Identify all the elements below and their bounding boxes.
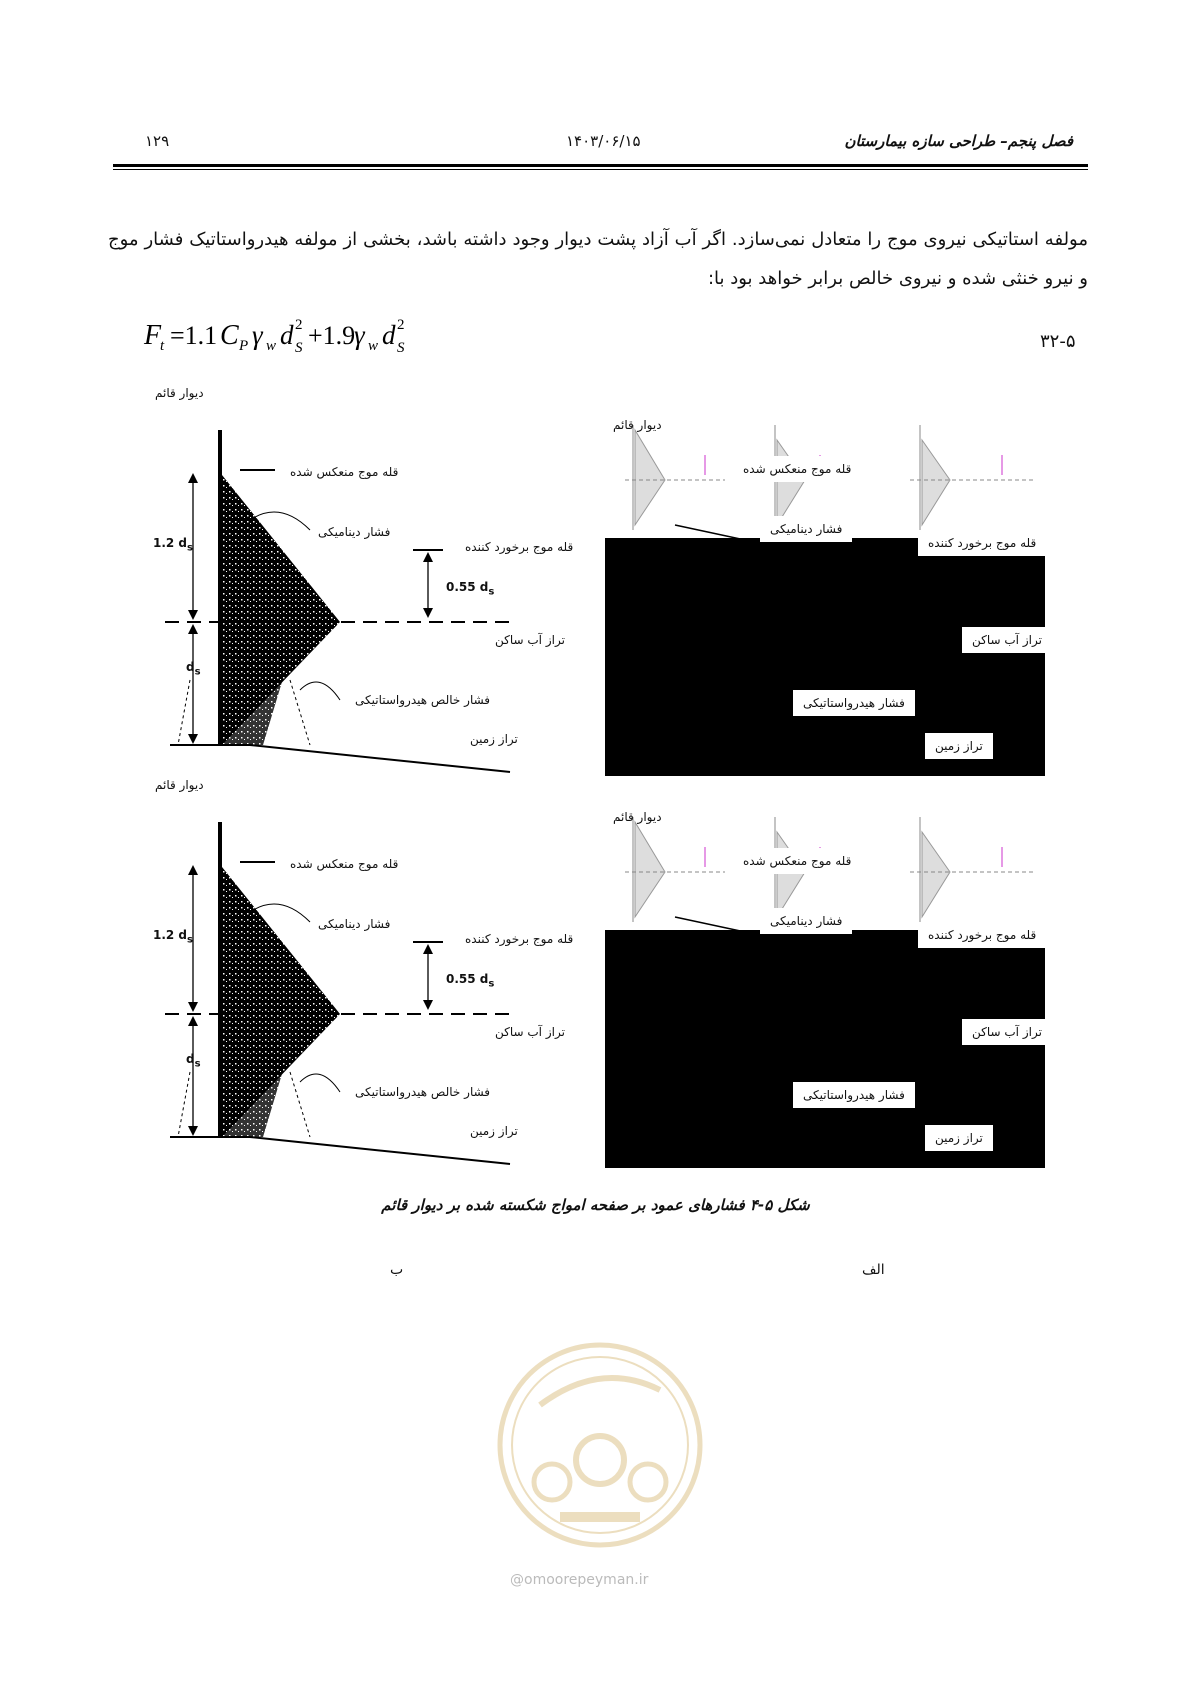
svg-text:w: w (368, 338, 379, 354)
label-ds-2: $d_s$ (186, 1052, 201, 1070)
label-ground: تراز زمین (470, 732, 518, 746)
svg-text:P: P (239, 338, 249, 354)
label-hydrostatic-right-2: فشار هیدرواستاتیکی (793, 1082, 915, 1108)
svg-text:+1.9: +1.9 (308, 321, 356, 350)
svg-text:S: S (295, 340, 303, 356)
svg-text:=1.1: =1.1 (170, 321, 218, 350)
label-vertical-wall-right: دیوار قائم (613, 418, 662, 432)
label-vertical-wall-right-2: دیوار قائم (613, 810, 662, 824)
label-h12-2: 1.2 $d_s$ (153, 928, 193, 946)
svg-text:F: F (144, 320, 162, 351)
label-reflected-crest: قله موج منعکس شده (290, 465, 399, 479)
watermark-logo-icon (490, 1330, 710, 1560)
equation-number: ۳۲-۵ (1040, 331, 1076, 352)
label-ground-2: تراز زمین (470, 1124, 518, 1138)
sub-label-a: الف (862, 1262, 885, 1278)
header-rule-thin (113, 169, 1088, 170)
equation (140, 312, 410, 358)
label-still-water: تراز آب ساکن (495, 633, 565, 647)
label-ground-right-2: تراز زمین (925, 1125, 993, 1151)
label-vertical-wall: دیوار قائم (155, 386, 204, 400)
label-reflected-crest-right-2: قله موج منعکس شده (733, 848, 861, 874)
label-still-water-right: تراز آب ساکن (962, 627, 1052, 653)
pressure-diagram-top (150, 430, 560, 780)
label-dynamic-pressure-right-2: فشار دینامیکی (760, 908, 852, 934)
body-paragraph: مولفه استاتیکی نیروی موج را متعادل نمی‌سازد. اگر آب آزاد پشت دیوار وجود داشته باشد، بخشی از مولفه هیدرواستاتیک فشار موج و نیرو خنثی شده و نیروی خالص برابر خواهد بود با: (108, 229, 1088, 289)
svg-text:d: d (382, 320, 396, 350)
svg-text:γ: γ (252, 320, 263, 350)
label-hydrostatic-right: فشار هیدرواستاتیکی (793, 690, 915, 716)
label-still-water-2: تراز آب ساکن (495, 1025, 565, 1039)
header-date: ۱۴۰۳/۰۶/۱۵ (566, 132, 641, 150)
label-vertical-wall-2: دیوار قائم (155, 778, 204, 792)
svg-text:w: w (266, 338, 277, 354)
label-dynamic-pressure: فشار دینامیکی (318, 525, 391, 539)
svg-text:2: 2 (295, 317, 303, 333)
label-reflected-crest-right: قله موج منعکس شده (733, 456, 861, 482)
label-ground-right: تراز زمین (925, 733, 993, 759)
pressure-diagram-bottom (150, 822, 560, 1172)
label-dynamic-pressure-right: فشار دینامیکی (760, 516, 852, 542)
svg-text:γ: γ (354, 320, 365, 350)
header-rule (113, 164, 1088, 167)
label-incident-crest-right-2: قله موج برخورد کننده (918, 922, 1046, 948)
label-h055: 0.55 $d_s$ (446, 580, 495, 598)
chapter-title: فصل پنجم– طراحی سازه بیمارستان (844, 132, 1073, 150)
label-dynamic-pressure-2: فشار دینامیکی (318, 917, 391, 931)
svg-text:S: S (397, 340, 405, 356)
label-ds: $d_s$ (186, 660, 201, 678)
figure-caption: شکل ۵-۴ فشارهای عمود بر صفحه امواج شکسته شده بر دیوار قائم (381, 1196, 810, 1214)
svg-text:C: C (220, 320, 239, 351)
watermark-text: @omoorepeyman.ir (510, 1572, 649, 1588)
label-reflected-crest-2: قله موج منعکس شده (290, 857, 399, 871)
label-still-water-right-2: تراز آب ساکن (962, 1019, 1052, 1045)
label-h12: 1.2 $d_s$ (153, 536, 193, 554)
svg-text:d: d (280, 320, 294, 350)
svg-text:2: 2 (397, 317, 405, 333)
sub-label-b: ب (390, 1262, 404, 1278)
label-h055-2: 0.55 $d_s$ (446, 972, 495, 990)
page-number: ۱۲۹ (145, 132, 170, 150)
label-incident-crest: قله موج برخورد کننده (465, 540, 574, 554)
label-net-hydrostatic-2: فشار خالص هیدرواستاتیکی (355, 1085, 491, 1099)
label-net-hydrostatic: فشار خالص هیدرواستاتیکی (355, 693, 491, 707)
svg-text:t: t (160, 338, 165, 354)
label-incident-crest-2: قله موج برخورد کننده (465, 932, 574, 946)
label-incident-crest-right: قله موج برخورد کننده (918, 530, 1046, 556)
